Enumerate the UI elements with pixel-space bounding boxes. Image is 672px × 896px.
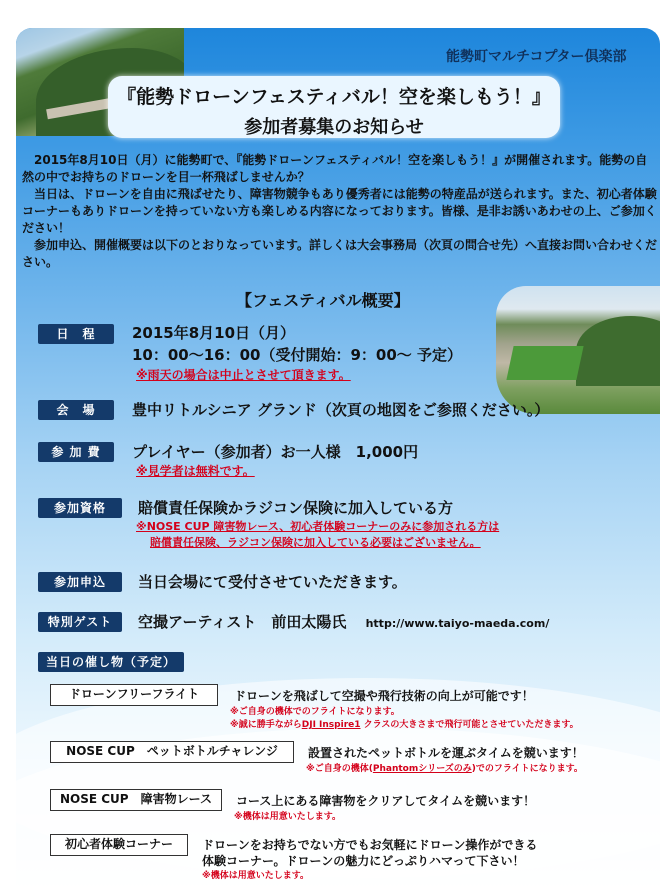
club-name: 能勢町マルチコプター倶楽部	[446, 49, 627, 65]
eligibility-note: ※NOSE CUP 障害物レース、初心者体験コーナーのみに参加される方は	[136, 520, 500, 533]
event-free-flight: ドローンフリーフライト	[50, 684, 218, 706]
page-title: 『能勢ドローンフェスティバル！空を楽しもう！』	[117, 86, 551, 108]
title-box	[108, 76, 560, 138]
guest-url-link[interactable]: http://www.taiyo-maeda.com/	[365, 617, 550, 630]
date-line2: 10：00〜16：00（受付開始：9：00〜 予定）	[132, 346, 463, 364]
eligibility-label: 参加資格	[38, 498, 122, 518]
fee-value: プレイヤー（参加者）お一人様 1,000円	[132, 443, 419, 461]
phantom-series-link[interactable]: Phantomシリーズのみ	[372, 764, 472, 774]
event-bottle-challenge: NOSE CUP ペットボトルチャレンジ	[50, 741, 294, 763]
application-value: 当日会場にて受付させていただきます。	[138, 573, 407, 591]
date-label: 日 程	[38, 324, 114, 344]
event-beginner-corner: 初心者体験コーナー	[50, 834, 188, 856]
dji-inspire1-link[interactable]: DJI Inspire1	[301, 720, 361, 730]
event-desc: コース上にある障害物をクリアしてタイムを競います！	[236, 794, 536, 808]
guest-label: 特別ゲスト	[38, 612, 122, 632]
intro-paragraph: 当日は、ドローンを自由に飛ばせたり、障害物競争もあり優秀者には能勢の特産品が送られます。また、初心者体験コーナーもありドローンを持っていない方も楽しめる内容になっております。皆様、是非お誘いあわせの上、ご参加ください！	[22, 187, 657, 235]
application-label: 参加申込	[38, 572, 122, 592]
page-subtitle: 参加者募集のお知らせ	[244, 117, 424, 138]
event-note: ※機体は用意いたします。	[202, 871, 310, 881]
intro-text	[22, 152, 658, 271]
event-desc: ドローンを飛ばして空撮や飛行技術の向上が可能です！	[234, 689, 534, 703]
intro-paragraph: 2015年8月10日（月）に能勢町で、『能勢ドローンフェスティバル！空を楽しもう！』が開催されます。能勢の自然の中でお持ちのドローンを目一杯飛ばしませんか？	[22, 153, 648, 184]
guest-name: 空撮アーティスト 前田太陽氏	[138, 613, 347, 631]
event-desc: 設置されたペットボトルを運ぶタイムを競います！	[308, 746, 584, 760]
event-desc: 体験コーナー。ドローンの魅力にどっぷりハマって下さい！	[202, 854, 525, 868]
rain-note: ※雨天の場合は中止とさせて頂きます。	[136, 368, 351, 382]
venue-value: 豊中リトルシニア グランド（次頁の地図をご参照ください。）	[132, 401, 550, 419]
eligibility-note: 賠償責任保険、ラジコン保険に加入している必要はございません。	[150, 536, 481, 549]
venue-label: 会 場	[38, 400, 114, 420]
event-desc: ドローンをお持ちでない方でもお気軽にドローン操作ができる	[202, 838, 538, 852]
event-note: ※機体は用意いたします。	[234, 812, 342, 822]
event-note: ※ご自身の機体でのフライトになります。	[230, 707, 400, 717]
intro-paragraph: 参加申込、開催概要は以下のとおりなっています。詳しくは大会事務局（次頁の問合せ先）へ直接お問い合わせください。	[22, 238, 658, 269]
fee-label: 参 加 費	[38, 442, 114, 462]
event-note: ※ご自身の機体(Phantomシリーズのみ)でのフライトになります。	[306, 764, 583, 774]
overview-heading: 【フェスティバル概要】	[236, 291, 410, 310]
date-line1: 2015年8月10日（月）	[132, 324, 296, 342]
events-heading: 当日の催し物（予定）	[38, 652, 184, 672]
flyer-page	[16, 28, 660, 896]
event-note: ※誠に勝手ながらDJI Inspire1 クラスの大きさまで飛行可能とさせていただきます。	[230, 720, 579, 730]
fee-note: ※見学者は無料です。	[136, 464, 255, 478]
town-photo	[496, 286, 660, 414]
eligibility-value: 賠償責任保険かラジコン保険に加入している方	[138, 499, 454, 517]
guest-value	[138, 611, 549, 632]
event-obstacle-race: NOSE CUP 障害物レース	[50, 789, 222, 811]
